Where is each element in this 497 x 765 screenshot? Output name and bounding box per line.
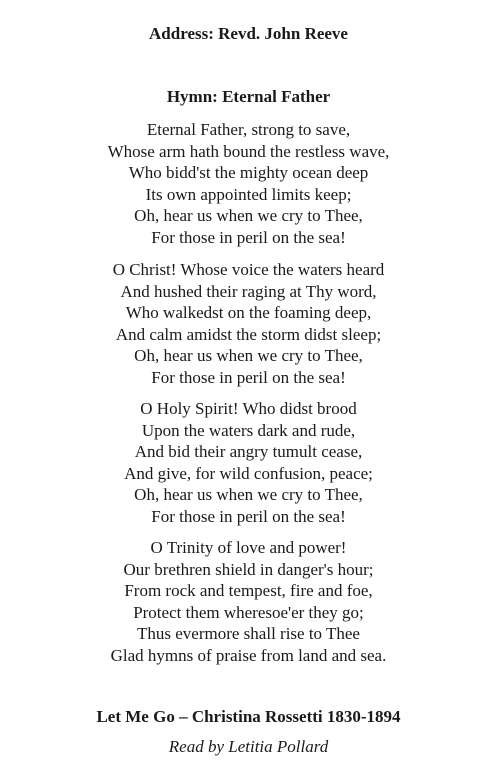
verse-line: Who walkedst on the foaming deep, <box>125 303 372 323</box>
verse-line: And hushed their raging at Thy word, <box>120 281 377 301</box>
verse-line: For those in peril on the sea! <box>151 506 346 526</box>
hymn-verse-2 <box>0 259 497 389</box>
verse-line: And give, for wild confusion, peace; <box>124 463 373 483</box>
verse-line: For those in peril on the sea! <box>151 227 346 247</box>
verse-line: O Trinity of love and power! <box>150 538 347 557</box>
verse-line: Glad hymns of praise from land and sea. <box>110 645 387 665</box>
verse-line: And bid their angry tumult cease, <box>134 442 363 462</box>
poem-title: Let Me Go – Christina Rossetti 1830-1894 <box>96 707 401 726</box>
verse-line: O Christ! Whose voice the waters heard <box>112 260 385 279</box>
verse-line: Upon the waters dark and rude, <box>141 420 356 440</box>
hymn-verse-3 <box>0 398 497 528</box>
verse-line: Whose arm hath bound the restless wave, <box>107 141 390 161</box>
reader-credit: Read by Letitia Pollard <box>168 737 329 756</box>
verse-line: Our brethren shield in danger's hour; <box>123 559 374 579</box>
verse-line: Its own appointed limits keep; <box>145 184 352 204</box>
hymn-title: Hymn: Eternal Father <box>166 87 331 106</box>
verse-line: Oh, hear us when we cry to Thee, <box>134 346 363 366</box>
verse-line: From rock and tempest, fire and foe, <box>124 581 373 601</box>
verse-line: Who bidd'st the mighty ocean deep <box>128 163 369 183</box>
verse-line: Oh, hear us when we cry to Thee, <box>134 206 363 226</box>
verse-line: Eternal Father, strong to save, <box>146 120 351 139</box>
verse-line: Protect them wheresoe'er they go; <box>133 602 364 622</box>
hymn-verse-1 <box>0 119 497 249</box>
verse-line: And calm amidst the storm didst sleep; <box>115 324 382 344</box>
verse-line: For those in peril on the sea! <box>151 367 346 387</box>
hymn-verse-4 <box>0 537 497 667</box>
verse-line: Oh, hear us when we cry to Thee, <box>134 485 363 505</box>
verse-line: Thus evermore shall rise to Thee <box>137 624 360 644</box>
verse-line: O Holy Spirit! Who didst brood <box>140 399 357 418</box>
address-heading: Address: Revd. John Reeve <box>149 24 348 43</box>
